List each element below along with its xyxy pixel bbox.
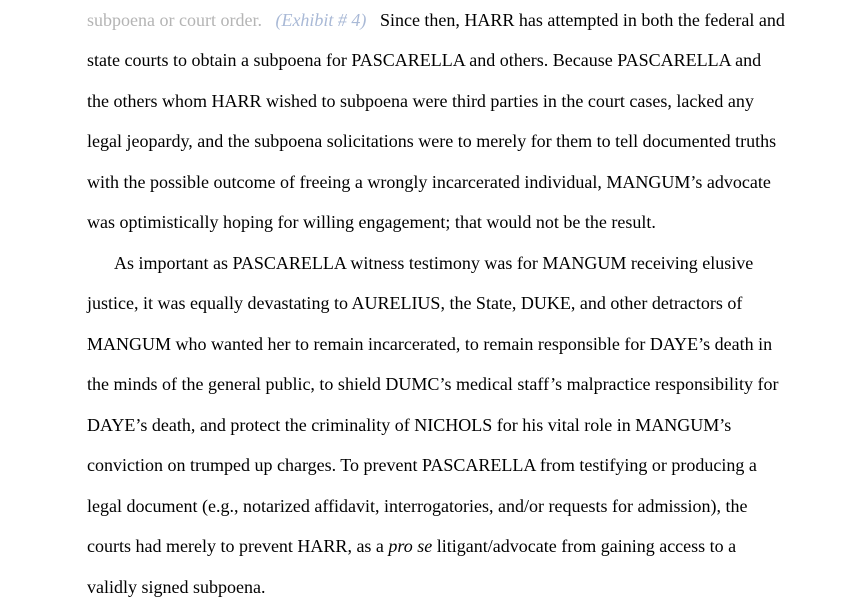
text-line-6: was optimistically hoping for willing engagement; that would not be the result. bbox=[87, 212, 656, 232]
text-line-2: state courts to obtain a subpoena for PASCARELLA and others. Because PASCARELLA and bbox=[87, 50, 762, 70]
paragraph-start-line: As important as PASCARELLA witness testimony was for MANGUM receiving elusive bbox=[114, 253, 754, 273]
text-line-8: justice, it was equally devastating to AURELIUS, the State, DUKE, and other detractors of bbox=[87, 293, 743, 313]
line-text: courts had merely to prevent HARR, as a bbox=[87, 536, 389, 556]
text-line-3: the others whom HARR wished to subpoena were third parties in the court cases, lacked any bbox=[87, 91, 754, 111]
text-line-14 bbox=[87, 535, 736, 557]
exhibit-reference-link[interactable]: (Exhibit # 4) bbox=[275, 10, 367, 30]
line-text: Since then, HARR has attempted in both the federal and bbox=[379, 10, 785, 30]
text-line-5: with the possible outcome of freeing a wrongly incarcerated individual, MANGUM’s advocate bbox=[87, 172, 771, 192]
text-line-4: legal jeopardy, and the subpoena solicitations were to merely for them to tell documented truths bbox=[87, 131, 777, 151]
text-line-12: conviction on trumped up charges. To prevent PASCARELLA from testifying or producing a bbox=[87, 455, 757, 475]
text-line-13: legal document (e.g., notarized affidavit, interrogatories, and/or requests for admission), the bbox=[87, 496, 748, 516]
italic-text: pro se bbox=[388, 536, 433, 556]
text-line-11: DAYE’s death, and protect the criminality of NICHOLS for his vital role in MANGUM’s bbox=[87, 415, 732, 435]
text-line-9: MANGUM who wanted her to remain incarcerated, to remain responsible for DAYE’s death in bbox=[87, 334, 773, 354]
text-line-10: the minds of the general public, to shield DUMC’s medical staff’s malpractice responsibility for bbox=[87, 374, 779, 394]
line-text: litigant/advocate from gaining access to a bbox=[432, 536, 737, 556]
faded-text: subpoena or court order. bbox=[87, 10, 262, 30]
text-line-1 bbox=[87, 9, 785, 31]
text-line-15: validly signed subpoena. bbox=[87, 577, 266, 597]
